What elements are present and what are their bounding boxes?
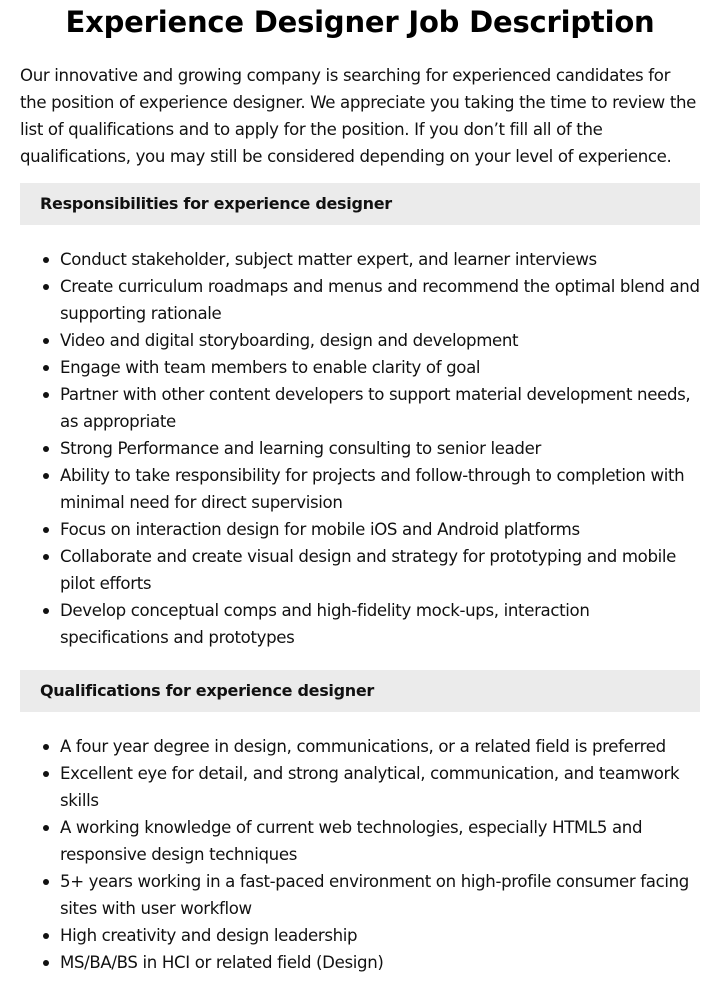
list-item xyxy=(60,760,700,814)
list-item xyxy=(60,273,700,327)
list-item-text: Partner with other content developers to support material development needs, as appropriate xyxy=(60,385,691,431)
list-item-text: Strong Performance and learning consulting to senior leader xyxy=(60,439,541,458)
list-item xyxy=(60,814,700,868)
bullet-icon xyxy=(43,879,49,885)
bullet-icon xyxy=(43,284,49,290)
bullet-icon xyxy=(43,608,49,614)
list-item-text: Focus on interaction design for mobile iOS and Android platforms xyxy=(60,520,580,539)
qualifications-heading: Qualifications for experience designer xyxy=(20,670,700,712)
list-item xyxy=(60,381,700,435)
list-item xyxy=(60,246,700,273)
bullet-icon xyxy=(43,933,49,939)
bullet-icon xyxy=(43,365,49,371)
list-item-text: Ability to take responsibility for projects and follow-through to completion with minimal need for direct supervision xyxy=(60,466,685,512)
list-item xyxy=(60,733,700,760)
list-item-text: Develop conceptual comps and high-fidelity mock-ups, interaction specifications and prototypes xyxy=(60,601,590,647)
list-item xyxy=(60,597,700,651)
list-item-text: MS/BA/BS in HCI or related field (Design) xyxy=(60,953,384,972)
list-item xyxy=(60,354,700,381)
list-item-text: 5+ years working in a fast-paced environment on high-profile consumer facing sites with user workflow xyxy=(60,872,689,918)
list-item-text: Collaborate and create visual design and strategy for prototyping and mobile pilot efforts xyxy=(60,547,677,593)
list-item-text: Create curriculum roadmaps and menus and recommend the optimal blend and supporting rationale xyxy=(60,277,700,323)
list-item xyxy=(60,543,700,597)
bullet-icon xyxy=(43,446,49,452)
intro-paragraph: Our innovative and growing company is searching for experienced candidates for the position of experience designer. We appreciate you taking the time to review the list of qualifications and to apply for the position. If you don’t fill all of the qualifications, you may still be considered depending on your level of experience. xyxy=(20,66,697,166)
bullet-icon xyxy=(43,257,49,263)
page-title: Experience Designer Job Description xyxy=(65,5,655,39)
bullet-icon xyxy=(43,744,49,750)
bullet-icon xyxy=(43,554,49,560)
bullet-icon xyxy=(43,527,49,533)
list-item-text: Excellent eye for detail, and strong analytical, communication, and teamwork skills xyxy=(60,764,680,810)
list-item xyxy=(60,462,700,516)
list-item-text: High creativity and design leadership xyxy=(60,926,358,945)
bullet-icon xyxy=(43,473,49,479)
responsibilities-list xyxy=(20,246,700,651)
list-item xyxy=(60,868,700,922)
list-item xyxy=(60,435,700,462)
bullet-icon xyxy=(43,825,49,831)
list-item xyxy=(60,516,700,543)
bullet-icon xyxy=(43,338,49,344)
bullet-icon xyxy=(43,771,49,777)
qualifications-list xyxy=(20,733,700,976)
bullet-icon xyxy=(43,392,49,398)
bullet-icon xyxy=(43,960,49,966)
list-item xyxy=(60,922,700,949)
responsibilities-heading: Responsibilities for experience designer xyxy=(20,183,700,225)
list-item-text: A four year degree in design, communications, or a related field is preferred xyxy=(60,737,666,756)
list-item xyxy=(60,327,700,354)
list-item xyxy=(60,949,700,976)
list-item-text: A working knowledge of current web technologies, especially HTML5 and responsive design techniques xyxy=(60,818,643,864)
list-item-text: Video and digital storyboarding, design and development xyxy=(60,331,519,350)
list-item-text: Conduct stakeholder, subject matter expert, and learner interviews xyxy=(60,250,597,269)
list-item-text: Engage with team members to enable clarity of goal xyxy=(60,358,481,377)
